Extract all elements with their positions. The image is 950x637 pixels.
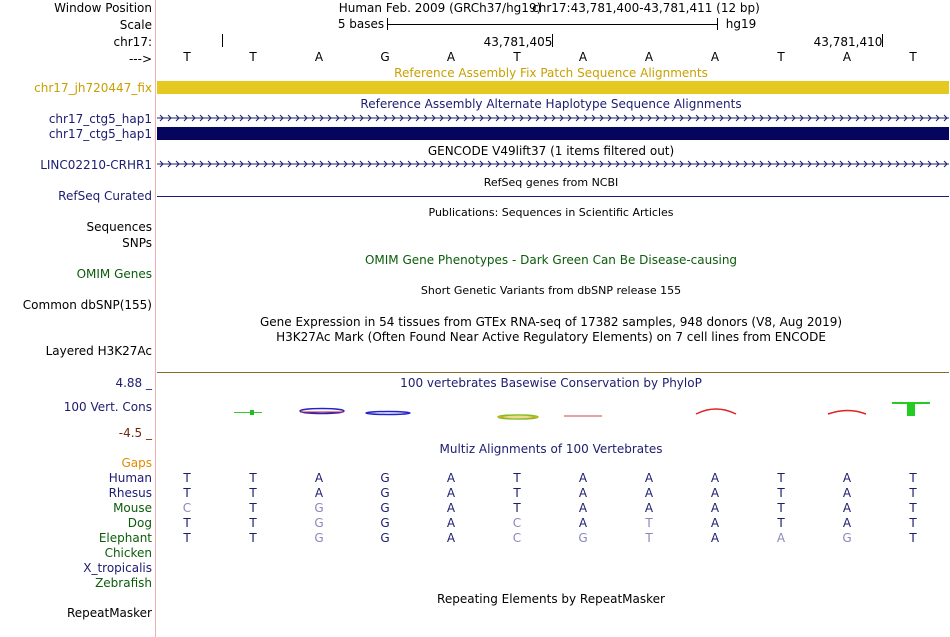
phylop-track-title[interactable]: 100 vertebrates Basewise Conservation by PhyloP <box>400 376 702 390</box>
species-base: G <box>380 471 390 485</box>
reference-base: T <box>777 50 785 64</box>
dbsnp-item-label[interactable]: Common dbSNP(155) <box>22 298 152 312</box>
species-base: T <box>909 531 917 545</box>
phylop-mark <box>828 411 866 415</box>
species-base: T <box>249 501 257 515</box>
refseq-item-label[interactable]: RefSeq Curated <box>58 189 152 203</box>
dbsnp-track-title[interactable]: Short Genetic Variants from dbSNP release 155 <box>420 284 682 297</box>
phylop-mark <box>907 402 915 416</box>
species-label[interactable]: X_tropicalis <box>83 561 152 575</box>
species-base: A <box>710 501 720 515</box>
h3k27ac-item-label[interactable]: Layered H3K27Ac <box>45 344 152 358</box>
species-base: A <box>842 501 852 515</box>
species-base: T <box>909 501 917 515</box>
gencode-track-title[interactable]: GENCODE V49lift37 (1 items filtered out) <box>427 144 675 158</box>
species-base: T <box>249 486 257 500</box>
species-base: T <box>645 531 653 545</box>
species-base: T <box>249 531 257 545</box>
species-base: A <box>644 471 654 485</box>
species-base: A <box>644 501 654 515</box>
species-base: T <box>645 516 653 530</box>
species-base: A <box>314 471 324 485</box>
phylop-item-label[interactable]: 100 Vert. Cons <box>63 400 152 414</box>
phylop-mark <box>300 409 344 414</box>
species-base: T <box>249 471 257 485</box>
species-base: T <box>777 471 785 485</box>
gencode-item-label[interactable]: LINC02210-CRHR1 <box>40 158 152 172</box>
scale-bar-text: 5 bases <box>337 17 385 31</box>
omim-item-label[interactable]: OMIM Genes <box>76 267 152 281</box>
h3k27ac-track-title[interactable]: H3K27Ac Mark (Often Found Near Active Regulatory Elements) on 7 cell lines from ENCODE <box>276 330 826 344</box>
species-base: T <box>777 516 785 530</box>
reference-base: G <box>380 50 390 64</box>
repeatmasker-item-label[interactable]: RepeatMasker <box>66 606 152 620</box>
species-base: A <box>710 516 720 530</box>
phylop-mark <box>366 412 410 415</box>
species-base: G <box>380 516 390 530</box>
reference-base: A <box>578 50 588 64</box>
species-base: T <box>909 471 917 485</box>
multiz-track-title[interactable]: Multiz Alignments of 100 Vertebrates <box>439 442 663 456</box>
reference-base: A <box>842 50 852 64</box>
assembly-title: Human Feb. 2009 (GRCh37/hg19) <box>338 1 542 15</box>
species-label[interactable]: Rhesus <box>108 486 152 500</box>
species-base: G <box>314 516 324 530</box>
gaps-label: Gaps <box>121 456 152 470</box>
species-label[interactable]: Dog <box>127 516 152 530</box>
omim-track-title[interactable]: OMIM Gene Phenotypes - Dark Green Can Be Disease-causing <box>364 253 738 267</box>
reference-base: A <box>644 50 654 64</box>
species-base: G <box>380 531 390 545</box>
chrom-label: chr17: <box>113 35 152 49</box>
species-base: C <box>182 501 192 515</box>
species-base: T <box>249 516 257 530</box>
species-base: T <box>183 516 191 530</box>
publications-track-title[interactable]: Publications: Sequences in Scientific Articles <box>428 206 674 219</box>
alt-haplo-1-chevron-line[interactable] <box>157 115 949 121</box>
species-base: A <box>314 486 324 500</box>
reference-base: A <box>446 50 456 64</box>
species-base: A <box>446 486 456 500</box>
species-label[interactable]: Elephant <box>98 531 152 545</box>
species-base: T <box>183 531 191 545</box>
refseq-track-title[interactable]: RefSeq genes from NCBI <box>483 176 619 189</box>
species-base: T <box>909 486 917 500</box>
species-base: T <box>909 516 917 530</box>
reference-base: T <box>513 50 521 64</box>
reference-base: T <box>909 50 917 64</box>
phylop-mark <box>234 412 262 413</box>
species-label[interactable]: Human <box>108 471 152 485</box>
gtex-track-title[interactable]: Gene Expression in 54 tissues from GTEx RNA-seq of 17382 samples, 948 donors (V8, Aug 2019) <box>259 315 843 329</box>
species-base: A <box>578 471 588 485</box>
fix-patch-track-title[interactable]: Reference Assembly Fix Patch Sequence Alignments <box>394 66 708 80</box>
phylop-min-label: -4.5 _ <box>118 426 152 440</box>
species-base: A <box>842 516 852 530</box>
species-base: C <box>512 516 522 530</box>
publications-item-label[interactable]: Sequences <box>86 220 152 234</box>
repeatmasker-track-title[interactable]: Repeating Elements by RepeatMasker <box>437 592 665 606</box>
species-base: T <box>513 486 521 500</box>
gencode-chevron-line[interactable] <box>157 161 949 167</box>
species-base: T <box>183 486 191 500</box>
species-base: A <box>644 486 654 500</box>
ruler-coord-2: 43,781,410 <box>813 35 883 49</box>
species-label[interactable]: Zebrafish <box>95 576 152 590</box>
species-base: A <box>446 501 456 515</box>
species-base: G <box>578 531 588 545</box>
species-base: A <box>776 531 786 545</box>
position-range[interactable]: chr17:43,781,400-43,781,411 (12 bp) <box>532 1 760 15</box>
species-base: T <box>513 501 521 515</box>
species-base: A <box>842 486 852 500</box>
species-base: A <box>446 516 456 530</box>
alt-haplo-item-1-label[interactable]: chr17_ctg5_hap1 <box>48 112 152 126</box>
species-base: A <box>842 471 852 485</box>
reference-base: T <box>183 50 191 64</box>
species-base: T <box>183 471 191 485</box>
phylop-mark <box>250 410 254 415</box>
species-base: A <box>710 486 720 500</box>
species-label[interactable]: Mouse <box>113 501 152 515</box>
phylop-max-label: 4.88 _ <box>115 376 152 390</box>
species-base: G <box>380 486 390 500</box>
species-base: A <box>446 531 456 545</box>
snps-item-label[interactable]: SNPs <box>122 236 152 250</box>
window-position-label: Window Position <box>54 1 152 15</box>
phylop-signal <box>234 402 930 419</box>
species-base: A <box>446 471 456 485</box>
alt-haplo-item-2-label[interactable]: chr17_ctg5_hap1 <box>48 127 152 141</box>
species-base: A <box>710 531 720 545</box>
species-base: G <box>380 501 390 515</box>
species-base: G <box>314 501 324 515</box>
alt-haplo-track-title[interactable]: Reference Assembly Alternate Haplotype Sequence Alignments <box>360 97 742 111</box>
phylop-mark <box>696 409 736 414</box>
ruler-coord-1: 43,781,405 <box>483 35 553 49</box>
species-label[interactable]: Chicken <box>104 546 152 560</box>
species-base: A <box>710 471 720 485</box>
fix-patch-item-label[interactable]: chr17_jh720447_fix <box>34 81 152 95</box>
scale-label: Scale <box>119 18 152 32</box>
scale-assembly-text: hg19 <box>725 17 757 31</box>
reference-base: T <box>249 50 257 64</box>
species-base: G <box>314 531 324 545</box>
species-base: A <box>578 501 588 515</box>
species-base: T <box>513 471 521 485</box>
species-base: A <box>578 486 588 500</box>
reference-base: A <box>710 50 720 64</box>
species-base: G <box>842 531 852 545</box>
species-base: A <box>578 516 588 530</box>
species-base: C <box>512 531 522 545</box>
strand-arrow-label: ---> <box>128 52 152 66</box>
reference-base: A <box>314 50 324 64</box>
species-base: T <box>777 501 785 515</box>
species-base: T <box>777 486 785 500</box>
